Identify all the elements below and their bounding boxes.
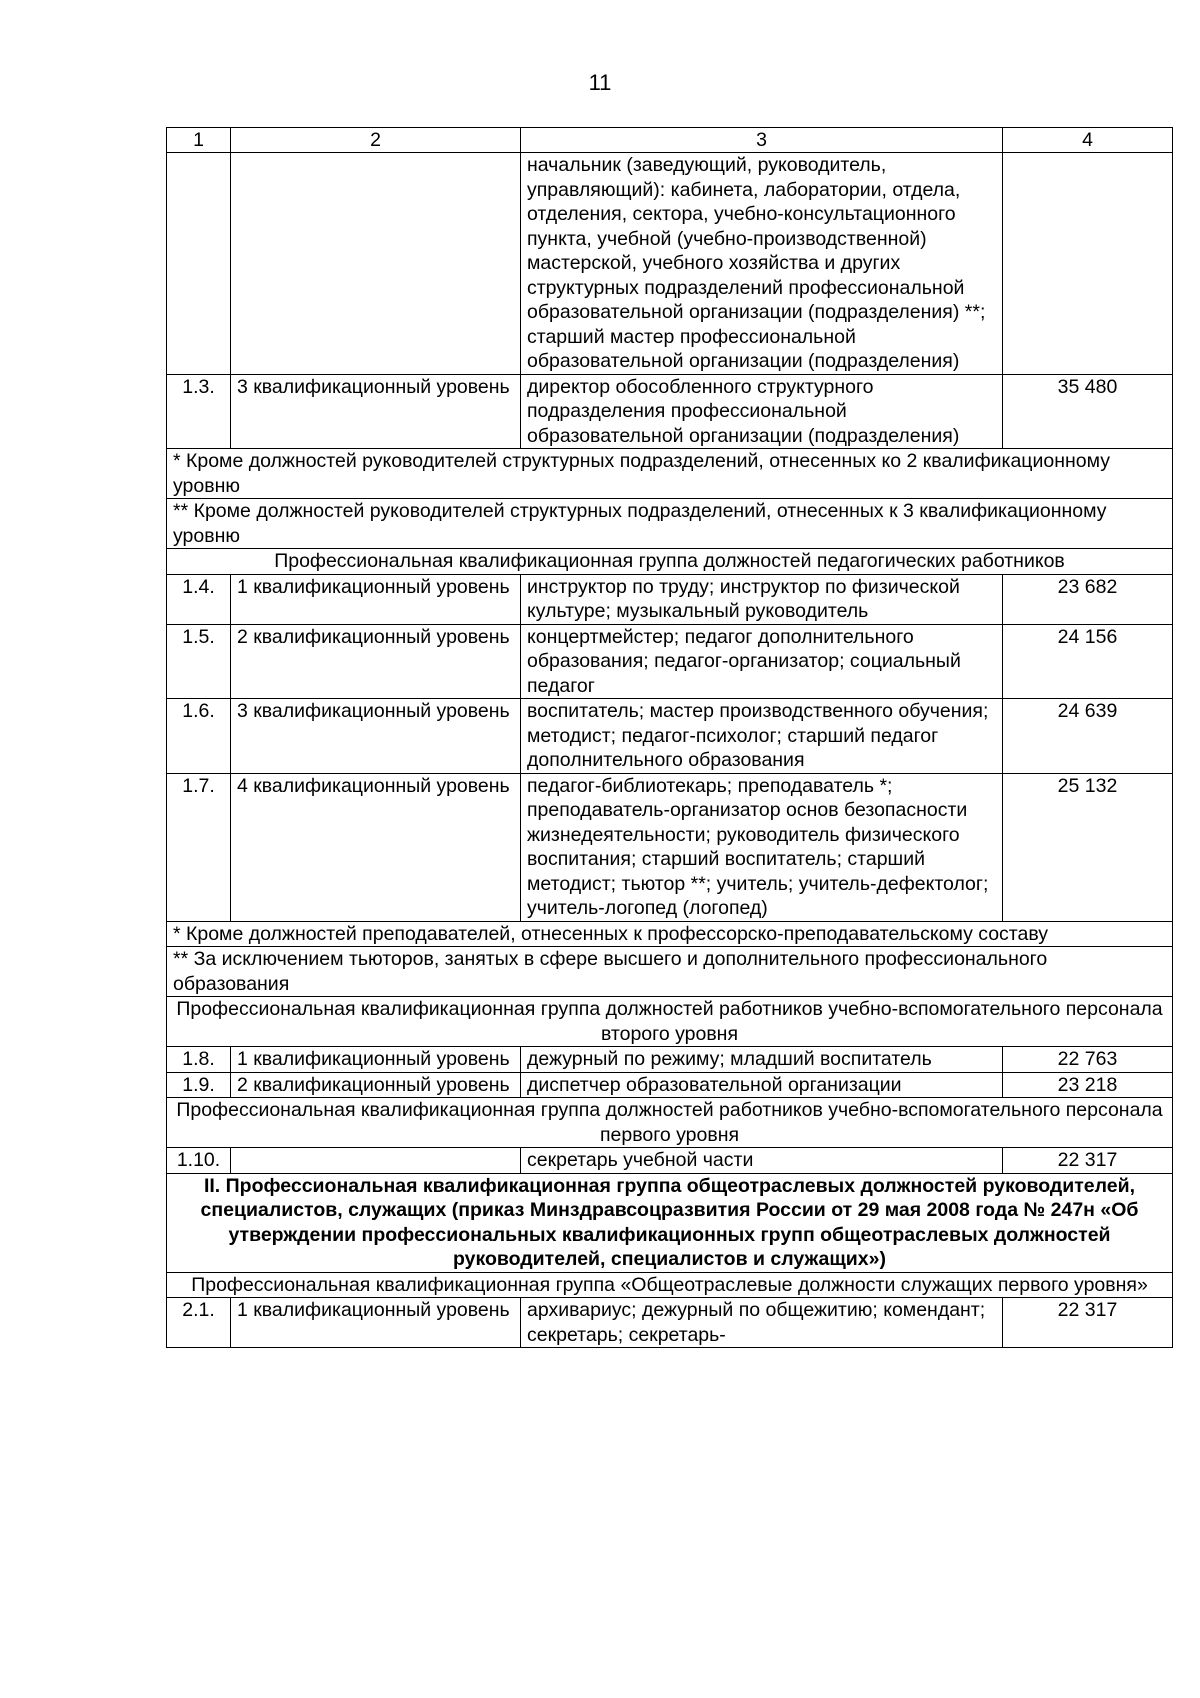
- salary: 24 639: [1003, 699, 1173, 774]
- header-row: [167, 128, 1173, 153]
- salary: 25 132: [1003, 773, 1173, 921]
- qualification-level: 4 квалификационный уровень: [231, 773, 521, 921]
- salary: 22 317: [1003, 1298, 1173, 1348]
- table-row: [167, 773, 1173, 921]
- salary: 22 763: [1003, 1047, 1173, 1073]
- footnote-row: [167, 947, 1173, 997]
- row-number: 1.8.: [167, 1047, 231, 1073]
- positions: диспетчер образовательной организации: [521, 1072, 1003, 1098]
- header-col-2: 2: [231, 128, 521, 153]
- footnote-row: [167, 449, 1173, 499]
- positions: инструктор по труду; инструктор по физической культуре; музыкальный руководитель: [521, 574, 1003, 624]
- salary-table: [166, 127, 1173, 1348]
- table-row: [167, 153, 1173, 375]
- group-title: Профессиональная квалификационная группа должностей работников учебно-вспомогательного персонала первого уровня: [167, 1098, 1173, 1148]
- group-row: [167, 997, 1173, 1047]
- salary: 24 156: [1003, 624, 1173, 699]
- group-row: [167, 1098, 1173, 1148]
- header-col-4: 4: [1003, 128, 1173, 153]
- qualification-level: 3 квалификационный уровень: [231, 374, 521, 449]
- table-row: [167, 699, 1173, 774]
- section-title: II. Профессиональная квалификационная группа общеотраслевых должностей руководителей, специалистов, служащих (приказ Минздравсоцразвития России от 29 мая 2008 года № 247н «Об утверждении профессиональных квалификационных групп общеотраслевых должностей руководителей, специалистов и служащих»): [167, 1173, 1173, 1272]
- qualification-level: 1 квалификационный уровень: [231, 1047, 521, 1073]
- group-row: [167, 1272, 1173, 1298]
- table-row: [167, 1148, 1173, 1174]
- row-number: 2.1.: [167, 1298, 231, 1348]
- row-number: 1.9.: [167, 1072, 231, 1098]
- footnote-row: [167, 921, 1173, 947]
- footnote-row: [167, 499, 1173, 549]
- footnote: ** За исключением тьюторов, занятых в сфере высшего и дополнительного профессионального образования: [167, 947, 1173, 997]
- positions: секретарь учебной части: [521, 1148, 1003, 1174]
- section-row: [167, 1173, 1173, 1272]
- group-title: Профессиональная квалификационная группа «Общеотраслевые должности служащих первого уровня»: [167, 1272, 1173, 1298]
- row-number: 1.6.: [167, 699, 231, 774]
- table-row: [167, 624, 1173, 699]
- positions: архивариус; дежурный по общежитию; комендант; секретарь; секретарь-: [521, 1298, 1003, 1348]
- page-number: 11: [588, 70, 612, 95]
- header-col-3: 3: [521, 128, 1003, 153]
- row-number: 1.10.: [167, 1148, 231, 1174]
- table-row: [167, 1072, 1173, 1098]
- group-row: [167, 549, 1173, 575]
- positions: педагог-библиотекарь; преподаватель *; преподаватель-организатор основ безопасности жизнедеятельности; руководитель физического воспитания; старший воспитатель; старший методист; тьютор **; учитель; учитель-дефектолог; учитель-логопед (логопед): [521, 773, 1003, 921]
- positions: директор обособленного структурного подразделения профессиональной образовательной организации (подразделения): [521, 374, 1003, 449]
- table-row: [167, 374, 1173, 449]
- row-number: 1.4.: [167, 574, 231, 624]
- table-row: [167, 1047, 1173, 1073]
- footnote: * Кроме должностей руководителей структурных подразделений, отнесенных ко 2 квалификационному уровню: [167, 449, 1173, 499]
- group-title: Профессиональная квалификационная группа должностей работников учебно-вспомогательного персонала второго уровня: [167, 997, 1173, 1047]
- qualification-level: 2 квалификационный уровень: [231, 624, 521, 699]
- row-number: 1.5.: [167, 624, 231, 699]
- footnote: * Кроме должностей преподавателей, отнесенных к профессорско-преподавательскому составу: [167, 921, 1173, 947]
- header-col-1: 1: [167, 128, 231, 153]
- qualification-level: 1 квалификационный уровень: [231, 574, 521, 624]
- row-number: 1.7.: [167, 773, 231, 921]
- positions: концертмейстер; педагог дополнительного образования; педагог-организатор; социальный педагог: [521, 624, 1003, 699]
- salary: [1003, 153, 1173, 375]
- table-row: [167, 574, 1173, 624]
- positions: воспитатель; мастер производственного обучения; методист; педагог-психолог; старший педагог дополнительного образования: [521, 699, 1003, 774]
- qualification-level: [231, 1148, 521, 1174]
- salary: 35 480: [1003, 374, 1173, 449]
- salary: 23 218: [1003, 1072, 1173, 1098]
- positions: начальник (заведующий, руководитель, управляющий): кабинета, лаборатории, отдела, отделения, сектора, учебно-консультационного пункта, учебной (учебно-производственной) мастерской, учебного хозяйства и других структурных подразделений профессиональной образовательной организации (подразделения) **; старший мастер профессиональной образовательной организации (подразделения): [521, 153, 1003, 375]
- positions: дежурный по режиму; младший воспитатель: [521, 1047, 1003, 1073]
- qualification-level: 2 квалификационный уровень: [231, 1072, 521, 1098]
- table-row: [167, 1298, 1173, 1348]
- qualification-level: 1 квалификационный уровень: [231, 1298, 521, 1348]
- row-number: [167, 153, 231, 375]
- qualification-level: [231, 153, 521, 375]
- group-title: Профессиональная квалификационная группа должностей педагогических работников: [167, 549, 1173, 575]
- footnote: ** Кроме должностей руководителей структурных подразделений, отнесенных к 3 квалификационному уровню: [167, 499, 1173, 549]
- qualification-level: 3 квалификационный уровень: [231, 699, 521, 774]
- row-number: 1.3.: [167, 374, 231, 449]
- salary: 22 317: [1003, 1148, 1173, 1174]
- salary: 23 682: [1003, 574, 1173, 624]
